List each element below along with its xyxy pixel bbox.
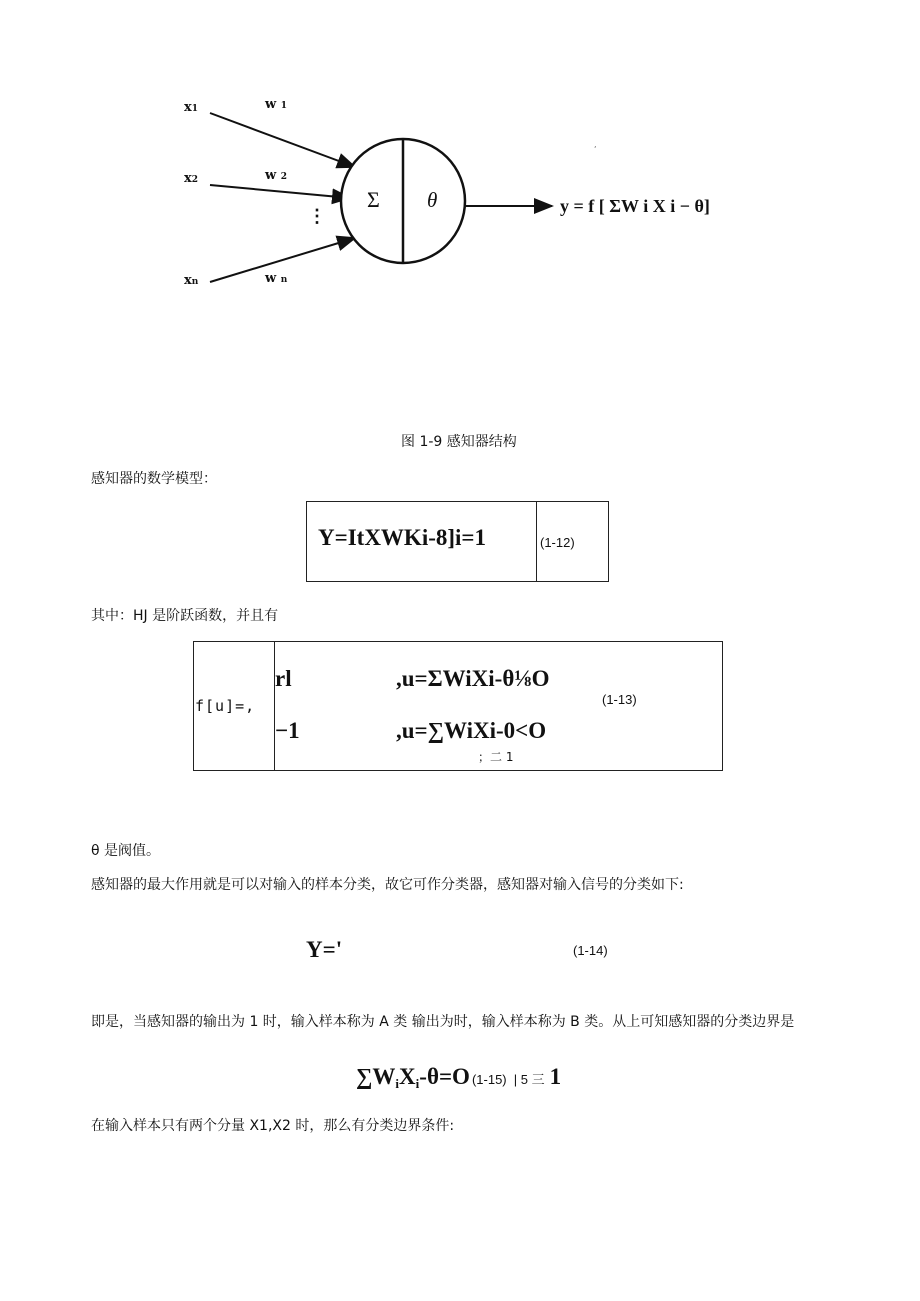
equation-1-13-row2-value: −1: [275, 718, 300, 743]
paragraph-classifier: 感知器的最大作用就是可以对输入的样本分类，故它可作分类器，感知器对输入信号的分类如下:: [91, 877, 684, 893]
theta-symbol: θ: [427, 188, 438, 212]
input-label-x1: x1: [184, 100, 199, 115]
equation-1-13-divider: [274, 641, 275, 771]
equation-1-12-number: (1-12): [540, 535, 575, 550]
svg-text:,: ,: [594, 140, 597, 149]
input-label-x2: x2: [184, 171, 199, 186]
equation-1-13-row1-condition: ,u=ΣWiXi-θ⅛O: [396, 666, 550, 691]
paragraph-threshold: θ 是阀值。: [91, 843, 161, 859]
equation-1-13-number: (1-13): [602, 692, 637, 707]
equation-1-15-tail: | 5 三: [513, 1072, 545, 1087]
equation-1-15: [356, 1064, 561, 1092]
equation-1-13-row1-value: rl: [275, 666, 292, 691]
sum-symbol: Σ: [367, 187, 380, 212]
equation-1-15-part-b: X: [399, 1064, 416, 1089]
weight-label-w2: w 2: [265, 168, 287, 183]
equation-1-15-part-c: -θ=O: [419, 1064, 470, 1089]
weight-label-w1: w 1: [265, 97, 287, 112]
equation-1-12-formula: Y=ItXWKi-8]i=1: [318, 525, 487, 550]
equation-1-15-sub-b: i: [415, 1076, 420, 1091]
paragraph-boundary-condition: 在输入样本只有两个分量 X1,X2 时，那么有分类边界条件:: [91, 1118, 455, 1134]
equation-1-13-note: ；二 1: [478, 750, 514, 764]
paragraph-output-classes: 即是，当感知器的输出为 1 时，输入样本称为 A 类 输出为时，输入样本称为 B 类。从上可知感知器的分类边界是: [91, 1014, 795, 1030]
output-formula: y = f [ ΣW i X i − θ]: [560, 196, 710, 216]
paragraph-model-intro: 感知器的数学模型：: [91, 471, 217, 487]
equation-1-14-number: (1-14): [573, 943, 608, 958]
equation-1-15-number: (1-15): [471, 1072, 507, 1087]
equation-1-15-tail-digit: 1: [549, 1064, 562, 1089]
equation-1-15-part-a: ∑W: [356, 1064, 396, 1089]
equation-1-14-formula: Y=': [306, 937, 343, 962]
input-arrow-1: [210, 113, 355, 167]
equation-1-13-box: [193, 641, 723, 771]
paragraph-step-function: 其中：HJ 是阶跃函数，并且有: [91, 608, 279, 624]
equation-1-13-lhs: f[u]=,: [195, 697, 256, 715]
equation-1-12-divider: [536, 501, 537, 582]
ellipsis-dots: ⋮: [308, 206, 326, 227]
equation-1-13-row2-condition: ,u=∑WiXi-0<O: [396, 718, 547, 743]
equation-1-15-sub-a: i: [395, 1076, 400, 1091]
input-arrow-2: [210, 185, 350, 198]
weight-label-wn: w n: [265, 271, 288, 286]
figure-caption: 图 1-9 感知器结构: [401, 434, 517, 450]
input-label-xn: xn: [184, 273, 199, 288]
